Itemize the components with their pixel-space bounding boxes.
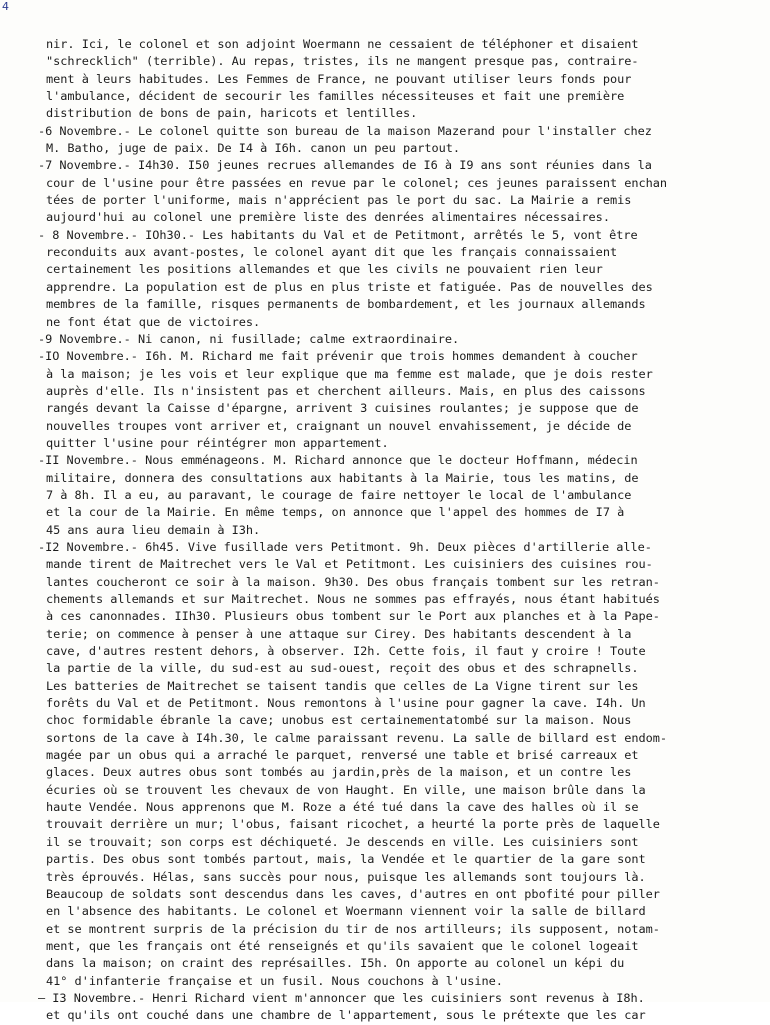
text-line: cave, d'autres restent dehors, à observer. I2h. Cette fois, il faut y croire ! Toute [46, 644, 646, 659]
text-line: mande tirent de Maitrechet vers le Val et Petitmont. Les cuisiniers des cuisines rou- [46, 557, 653, 572]
text-line: à ces canonnades. IIh30. Plusieurs obus tombent sur le Port aux planches et à la Pape- [46, 609, 660, 624]
text-line: -6 Novembre.- Le colonel quitte son bureau de la maison Mazerand pour l'installer chez [38, 123, 652, 138]
text-line: choc formidable ébranle la cave; unobus est certainementatombé sur la maison. Nous [46, 713, 632, 728]
text-line: ne font état que de victoires. [46, 314, 261, 329]
text-line: tées de porter l'uniforme, mais n'apprécient pas le port du sac. La Mairie a remis [46, 193, 632, 208]
text-line: la partie de la ville, du sud-est au sud-ouest, reçoit des obus et des schrapnells. [46, 661, 639, 676]
text-line: 7 à 8h. Il a eu, au paravant, le courage de faire nettoyer le local de l'ambulance [46, 487, 632, 502]
text-line: cour de l'usine pour être passées en revue par le colonel; ces jeunes paraissent enchan [46, 175, 668, 190]
text-line: et se montrent surpris de la précision du tir de nos artilleurs; ils supposent, notam- [46, 921, 660, 936]
typewritten-text-block [38, 36, 746, 1025]
text-line: ment à leurs habitudes. Les Femmes de France, ne pouvant utiliser leurs fonds pour [46, 71, 632, 86]
text-line: - 8 Novembre.- IOh30.- Les habitants du Val et de Petitmont, arrêtés le 5, vont être [38, 227, 638, 242]
text-line: membres de la famille, risques permanents de bombardement, et les journaux allemands [46, 297, 646, 312]
text-line: "schrecklich" (terrible). Au repas, tristes, ils ne mangent presque pas, contraire- [46, 54, 639, 69]
text-line: et qu'ils ont couché dans une chambre de l'appartement, sous le prétexte que les car [46, 1008, 646, 1023]
handwritten-page-mark: 4 [2, 0, 9, 13]
text-line: certainement les positions allemandes et que les civils ne pouvaient rien leur [46, 262, 603, 277]
text-line: en l'absence des habitants. Le colonel et Woermann viennent voir la salle de billard [46, 904, 646, 919]
text-line: dans la maison; on craint des représailles. I5h. On apporte au colonel un képi du [46, 956, 625, 971]
text-line: -IO Novembre.- I6h. M. Richard me fait prévenir que trois hommes demandent à coucher [38, 349, 638, 364]
text-line: aujourd'hui au colonel une première liste des denrées alimentaires nécessaires. [46, 210, 610, 225]
text-line: terie; on commence à penser à une attaque sur Cirey. Des habitants descendent à la [46, 626, 632, 641]
text-line: 45 ans aura lieu demain à I3h. [46, 522, 261, 537]
text-line: l'ambulance, décident de secourir les familles nécessiteuses et fait une première [46, 89, 625, 104]
text-line: distribution de bons de pain, haricots et lentilles. [46, 106, 418, 121]
text-line: très éprouvés. Hélas, sans succès pour nous, puisque les allemands sont toujours là. [46, 869, 646, 884]
text-line: forêts du Val et de Petitmont. Nous remontons à l'usine pour gagner la cave. I4h. Un [46, 696, 646, 711]
text-line: — I3 Novembre.- Henri Richard vient m'annoncer que les cuisiniers sont revenus à I8h. [38, 990, 645, 1005]
text-line: Les batteries de Maitrechet se taisent tandis que celles de La Vigne tirent sur les [46, 678, 639, 693]
text-line: -9 Novembre.- Ni canon, ni fusillade; calme extraordinaire. [38, 331, 460, 346]
text-line: auprès d'elle. Ils n'insistent pas et cherchent ailleurs. Mais, en plus des caissons [46, 383, 646, 398]
text-line: reconduits aux avant-postes, le colonel ayant dit que les français connaissaient [46, 245, 618, 260]
text-line: -I2 Novembre.- 6h45. Vive fusillade vers Petitmont. 9h. Deux pièces d'artillerie alle- [38, 539, 652, 554]
text-line: militaire, donnera des consultations aux habitants à la Mairie, tous les matins, de [46, 470, 639, 485]
text-line: il se trouvait; son corps est déchiqueté. Je descends en ville. Les cuisiniers sont [46, 834, 639, 849]
text-line: nouvelles troupes vont arriver et, craignant un nouvel envahissement, je décide de [46, 418, 632, 433]
text-line: haute Vendée. Nous apprenons que M. Roze a été tué dans la cave des halles où il se [46, 800, 639, 815]
text-line: glaces. Deux autres obus sont tombés au jardin,près de la maison, et un contre les [46, 765, 632, 780]
text-line: -II Novembre.- Nous emménageons. M. Richard annonce que le docteur Hoffmann, médecin [38, 453, 638, 468]
text-line: M. Batho, juge de paix. De I4 à I6h. canon un peu partout. [46, 141, 461, 156]
text-line: quitter l'usine pour réintégrer mon appartement. [46, 435, 389, 450]
text-line: rangés devant la Caisse d'épargne, arrivent 3 cuisines roulantes; je suppose que de [46, 401, 639, 416]
text-line: nir. Ici, le colonel et son adjoint Woermann ne cessaient de téléphoner et disaient [46, 37, 639, 51]
text-line: Beaucoup de soldats sont descendus dans les caves, d'autres en ont pbofité pour piller [46, 886, 660, 901]
text-line: et la cour de la Mairie. En même temps, on annonce que l'appel des hommes de I7 à [46, 505, 625, 520]
text-line: lantes coucheront ce soir à la maison. 9h30. Des obus français tombent sur les retran- [46, 574, 660, 589]
text-line: ment, que les français ont été renseignés et qu'ils savaient que le colonel logeait [46, 938, 639, 953]
text-line: à la maison; je les vois et leur explique que ma femme est malade, que je dois rester [46, 366, 653, 381]
text-line: apprendre. La population est de plus en plus triste et fatiguée. Pas de nouvelles des [46, 279, 653, 294]
text-line: trouvait derrière un mur; l'obus, faisant ricochet, a heurté la porte près de laquelle [46, 817, 660, 832]
text-line: 41° d'infanterie française et un fusil. Nous couchons à l'usine. [46, 973, 503, 988]
text-line: partis. Des obus sont tombés partout, mais, la Vendée et le quartier de la gare sont [46, 852, 646, 867]
text-line: -7 Novembre.- I4h30. I50 jeunes recrues allemandes de I6 à I9 ans sont réunies dans la [38, 158, 652, 173]
text-line: écuries où se trouvent les chevaux de von Haught. En ville, une maison brûle dans la [46, 782, 646, 797]
text-line: sortons de la cave à I4h.30, le calme paraissant revenu. La salle de billard est endom- [46, 730, 668, 745]
text-line: magée par un obus qui a arraché le parquet, renversé une table et brisé carreaux et [46, 748, 639, 763]
text-line: chements allemands et sur Maitrechet. Nous ne sommes pas effrayés, nous étant habitués [46, 592, 660, 606]
